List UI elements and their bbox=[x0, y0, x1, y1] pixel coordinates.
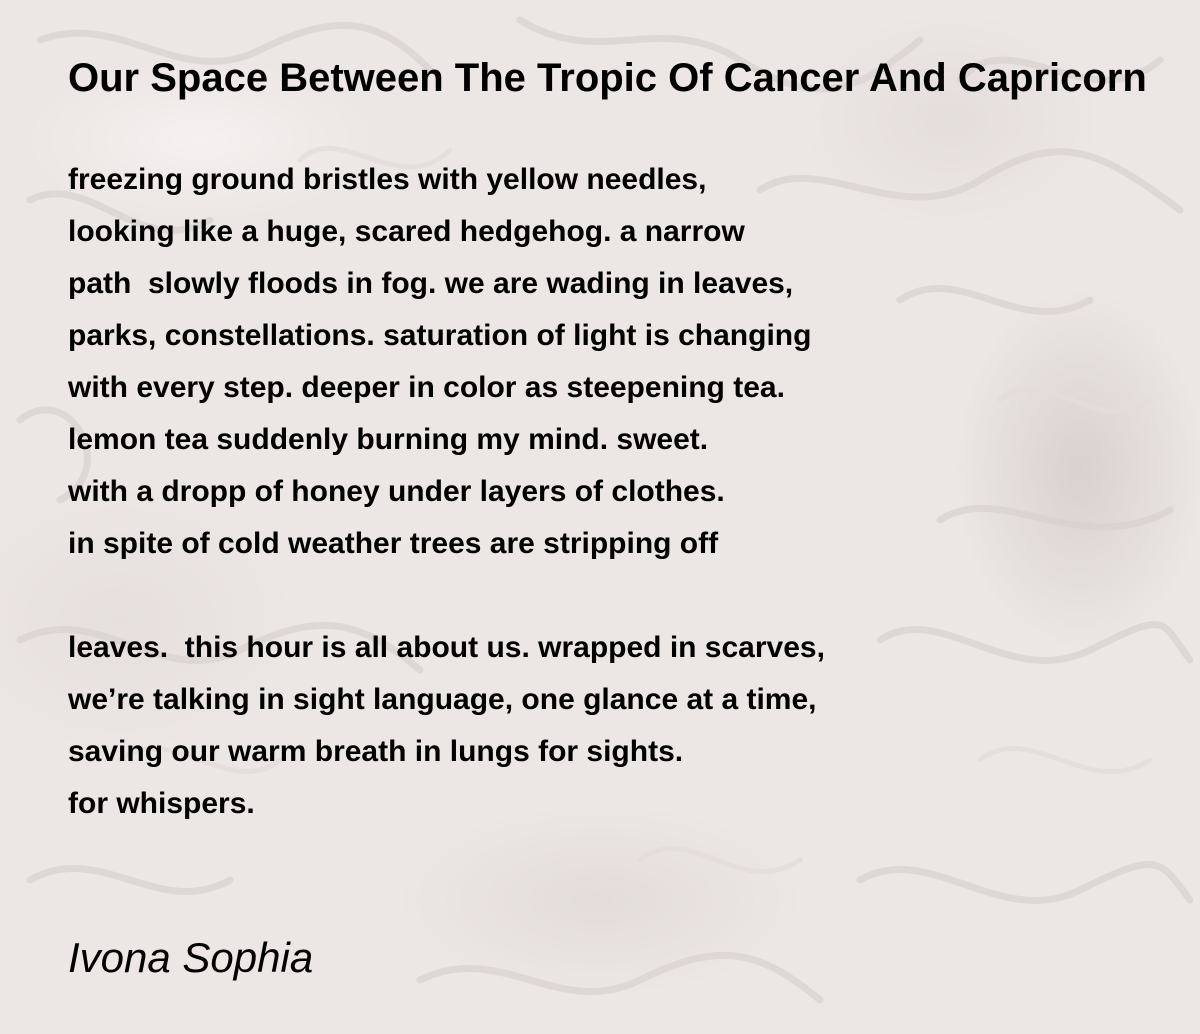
poem-container bbox=[68, 52, 1148, 830]
poem-line: lemon tea suddenly burning my mind. sweet. bbox=[68, 423, 709, 456]
poem-line: looking like a huge, scared hedgehog. a narrow bbox=[68, 215, 745, 248]
poem-body bbox=[68, 154, 1148, 830]
poem-line: path slowly floods in fog. we are wading in leaves, bbox=[68, 267, 794, 300]
poem-line: parks, constellations. saturation of light is changing bbox=[68, 319, 812, 352]
poem-line: in spite of cold weather trees are stripping off bbox=[68, 527, 719, 560]
poem-title: Our Space Between The Tropic Of Cancer And Capricorn bbox=[68, 56, 1147, 100]
poem-line: with every step. deeper in color as steepening tea. bbox=[68, 371, 785, 404]
poem-line: saving our warm breath in lungs for sights. bbox=[68, 735, 684, 768]
poem-line: leaves. this hour is all about us. wrapped in scarves, bbox=[68, 631, 825, 664]
poem-line: for whispers. bbox=[68, 787, 255, 820]
poem-line: we’re talking in sight language, one glance at a time, bbox=[68, 683, 817, 716]
poem-author: Ivona Sophia bbox=[68, 934, 314, 981]
stanza bbox=[68, 154, 1148, 570]
poem-line: freezing ground bristles with yellow needles, bbox=[68, 163, 707, 196]
poem-line: with a dropp of honey under layers of clothes. bbox=[68, 475, 725, 508]
stanza bbox=[68, 622, 1148, 830]
